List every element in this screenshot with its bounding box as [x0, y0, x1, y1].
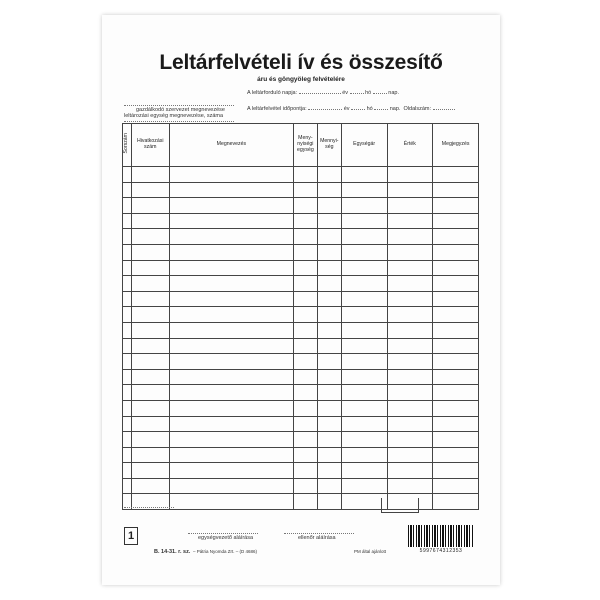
table-row	[123, 416, 479, 432]
table-cell[interactable]	[341, 307, 387, 323]
table-cell[interactable]	[169, 354, 293, 370]
table-cell[interactable]	[341, 213, 387, 229]
col-header-ertek: Érték	[387, 124, 433, 167]
table-header-row	[123, 124, 479, 167]
table-cell[interactable]	[341, 463, 387, 479]
table-cell[interactable]	[293, 198, 317, 214]
table-cell[interactable]	[293, 229, 317, 245]
table-cell[interactable]	[387, 229, 433, 245]
table-cell[interactable]	[387, 213, 433, 229]
table-cell[interactable]	[317, 198, 341, 214]
table-cell[interactable]	[433, 322, 479, 338]
table-cell[interactable]	[433, 198, 479, 214]
table-cell[interactable]	[341, 167, 387, 183]
table-cell[interactable]	[169, 307, 293, 323]
table-cell[interactable]	[123, 478, 132, 494]
table-cell[interactable]	[433, 478, 479, 494]
table-cell[interactable]	[123, 447, 132, 463]
table-row	[123, 322, 479, 338]
table-cell[interactable]	[387, 182, 433, 198]
table-row	[123, 447, 479, 463]
form-sheet	[102, 15, 500, 585]
col-header-hivatkozasi: Hivatkozási szám	[131, 124, 169, 167]
approved-note: PM által ajánlott	[354, 549, 387, 554]
table-cell[interactable]	[341, 354, 387, 370]
table-cell[interactable]	[387, 244, 433, 260]
form-subtitle: áru és göngyöleg felvételére	[257, 76, 345, 83]
table-cell[interactable]	[123, 260, 132, 276]
barcode-number: 5997674312353	[419, 548, 463, 554]
table-cell[interactable]	[131, 369, 169, 385]
table-cell[interactable]	[293, 416, 317, 432]
table-cell[interactable]	[123, 322, 132, 338]
table-cell[interactable]	[131, 307, 169, 323]
table-cell[interactable]	[123, 369, 132, 385]
table-cell[interactable]	[387, 167, 433, 183]
table-cell[interactable]	[433, 338, 479, 354]
table-cell[interactable]	[317, 291, 341, 307]
table-cell[interactable]	[293, 400, 317, 416]
table-cell[interactable]	[123, 244, 132, 260]
table-cell[interactable]	[293, 478, 317, 494]
table-cell[interactable]	[317, 260, 341, 276]
table-cell[interactable]	[341, 322, 387, 338]
table-cell[interactable]	[387, 322, 433, 338]
table-cell[interactable]	[387, 338, 433, 354]
table-row	[123, 213, 479, 229]
table-row	[123, 400, 479, 416]
table-cell[interactable]	[131, 167, 169, 183]
table-cell[interactable]	[341, 400, 387, 416]
table-cell[interactable]	[387, 369, 433, 385]
table-cell[interactable]	[433, 463, 479, 479]
table-cell[interactable]	[293, 182, 317, 198]
org-label: gazdálkodó szervezet megnevezése	[136, 107, 225, 113]
table-cell[interactable]	[317, 213, 341, 229]
org-line	[124, 105, 234, 106]
table-cell[interactable]	[317, 229, 341, 245]
table-cell[interactable]	[433, 291, 479, 307]
table-cell[interactable]	[433, 369, 479, 385]
table-cell[interactable]	[293, 322, 317, 338]
table-cell[interactable]	[123, 229, 132, 245]
table-cell[interactable]	[433, 354, 479, 370]
table-row	[123, 291, 479, 307]
col-header-mennyiseg: Mennyi-ség	[317, 124, 341, 167]
table-cell[interactable]	[169, 478, 293, 494]
table-cell[interactable]	[131, 182, 169, 198]
table-cell[interactable]	[433, 432, 479, 448]
table-cell[interactable]	[433, 213, 479, 229]
table-cell[interactable]	[169, 244, 293, 260]
table-cell[interactable]	[123, 167, 132, 183]
table-cell[interactable]	[131, 322, 169, 338]
table-cell[interactable]	[293, 291, 317, 307]
table-cell[interactable]	[317, 494, 341, 510]
table-cell[interactable]	[123, 338, 132, 354]
table-cell[interactable]	[131, 463, 169, 479]
table-row	[123, 432, 479, 448]
table-cell[interactable]	[169, 198, 293, 214]
table-cell[interactable]	[341, 198, 387, 214]
table-cell[interactable]	[433, 276, 479, 292]
table-cell[interactable]	[341, 244, 387, 260]
table-cell[interactable]	[169, 291, 293, 307]
table-cell[interactable]	[317, 338, 341, 354]
time-field: A leltárfelvétel időpontja: év hó nap. Oldalszám:	[247, 104, 455, 112]
table-cell[interactable]	[293, 276, 317, 292]
table-row	[123, 385, 479, 401]
table-cell[interactable]	[169, 432, 293, 448]
table-cell[interactable]	[433, 494, 479, 510]
table-cell[interactable]	[341, 229, 387, 245]
table-row	[123, 369, 479, 385]
table-cell[interactable]	[123, 276, 132, 292]
table-cell[interactable]	[131, 400, 169, 416]
table-cell[interactable]	[131, 291, 169, 307]
table-cell[interactable]	[317, 182, 341, 198]
table-cell[interactable]	[317, 307, 341, 323]
table-cell[interactable]	[293, 432, 317, 448]
table-cell[interactable]	[293, 447, 317, 463]
table-cell[interactable]	[433, 167, 479, 183]
table-cell[interactable]	[317, 354, 341, 370]
table-cell[interactable]	[317, 167, 341, 183]
table-cell[interactable]	[387, 291, 433, 307]
barcode	[408, 525, 474, 547]
table-cell[interactable]	[131, 260, 169, 276]
sig1-label: egységvezető aláírása	[198, 535, 254, 541]
table-cell[interactable]	[169, 322, 293, 338]
table-cell[interactable]	[131, 354, 169, 370]
table-cell[interactable]	[169, 229, 293, 245]
table-cell[interactable]	[293, 338, 317, 354]
table-cell[interactable]	[317, 416, 341, 432]
table-cell[interactable]	[317, 447, 341, 463]
table-cell[interactable]	[123, 354, 132, 370]
table-cell[interactable]	[123, 463, 132, 479]
table-cell[interactable]	[123, 198, 132, 214]
table-cell[interactable]	[433, 416, 479, 432]
table-cell[interactable]	[293, 369, 317, 385]
table-cell[interactable]	[131, 447, 169, 463]
table-cell[interactable]	[387, 276, 433, 292]
date-field: A leltárforduló napja: év hó nap.	[247, 90, 399, 96]
table-cell[interactable]	[387, 260, 433, 276]
table-cell[interactable]	[169, 167, 293, 183]
table-cell[interactable]	[387, 463, 433, 479]
table-cell[interactable]	[387, 416, 433, 432]
table-cell[interactable]	[317, 369, 341, 385]
table-cell[interactable]	[123, 213, 132, 229]
table-row	[123, 198, 479, 214]
table-cell[interactable]	[169, 400, 293, 416]
form-code: B. 14-31. r. sz.	[154, 549, 191, 555]
table-cell[interactable]	[433, 447, 479, 463]
table-cell[interactable]	[317, 400, 341, 416]
table-cell[interactable]	[293, 354, 317, 370]
table-cell[interactable]	[293, 213, 317, 229]
table-cell[interactable]	[169, 385, 293, 401]
col-header-megjegyzes: Megjegyzés	[433, 124, 479, 167]
table-cell[interactable]	[433, 244, 479, 260]
table-cell[interactable]	[123, 400, 132, 416]
table-cell[interactable]	[131, 338, 169, 354]
table-cell[interactable]	[293, 167, 317, 183]
table-cell[interactable]	[131, 432, 169, 448]
table-cell[interactable]	[433, 229, 479, 245]
inventory-table	[122, 123, 479, 498]
table-cell[interactable]	[169, 213, 293, 229]
table-cell[interactable]	[433, 260, 479, 276]
table-cell[interactable]	[433, 385, 479, 401]
unit-line	[124, 121, 234, 122]
table-cell[interactable]	[433, 307, 479, 323]
time-label: A leltárfelvétel időpontja:	[247, 106, 307, 112]
table-row	[123, 307, 479, 323]
table-cell[interactable]	[131, 478, 169, 494]
table-cell[interactable]	[169, 494, 293, 510]
col-header-egysegar: Egységár	[341, 124, 387, 167]
table-cell[interactable]	[387, 478, 433, 494]
table-cell[interactable]	[123, 416, 132, 432]
table-cell[interactable]	[169, 416, 293, 432]
form-title: Leltárfelvételi ív és összesítő	[159, 51, 443, 74]
date-label: A leltárforduló napja:	[247, 90, 298, 96]
table-cell[interactable]	[433, 400, 479, 416]
publisher: – Pátria Nyomda Zrt. – (D 4686)	[193, 549, 258, 554]
table-cell[interactable]	[123, 385, 132, 401]
unit-label: leltározási egység megnevezése, száma	[124, 113, 224, 119]
table-cell[interactable]	[317, 322, 341, 338]
table-cell[interactable]	[341, 291, 387, 307]
page-label: Oldalszám:	[403, 106, 432, 112]
table-cell[interactable]	[169, 260, 293, 276]
table-cell[interactable]	[387, 354, 433, 370]
table-cell[interactable]	[433, 182, 479, 198]
table-cell[interactable]	[341, 260, 387, 276]
table-row	[123, 338, 479, 354]
table-cell[interactable]	[131, 198, 169, 214]
col-header-sorszam: Sorszám	[123, 124, 132, 167]
table-cell[interactable]	[169, 369, 293, 385]
col-header-megnevezes: Megnevezés	[169, 124, 293, 167]
table-cell[interactable]	[293, 385, 317, 401]
table-cell[interactable]	[341, 385, 387, 401]
table-cell[interactable]	[317, 385, 341, 401]
table-cell[interactable]	[293, 244, 317, 260]
table-cell[interactable]	[131, 416, 169, 432]
table-cell[interactable]	[293, 307, 317, 323]
table-cell[interactable]	[123, 291, 132, 307]
total-value-box[interactable]	[381, 498, 419, 513]
table-cell[interactable]	[169, 338, 293, 354]
table-cell[interactable]	[387, 307, 433, 323]
table-cell[interactable]	[131, 213, 169, 229]
table-row	[123, 494, 479, 510]
table-row	[123, 276, 479, 292]
table-cell[interactable]	[341, 432, 387, 448]
table-cell[interactable]	[317, 463, 341, 479]
table-cell[interactable]	[169, 276, 293, 292]
table-cell[interactable]	[317, 478, 341, 494]
table-cell[interactable]	[131, 276, 169, 292]
table-cell[interactable]	[387, 447, 433, 463]
table-cell[interactable]	[341, 447, 387, 463]
table-row	[123, 229, 479, 245]
table-row	[123, 354, 479, 370]
table-cell[interactable]	[169, 182, 293, 198]
table-cell[interactable]	[131, 244, 169, 260]
table-cell[interactable]	[341, 338, 387, 354]
table-cell[interactable]	[317, 244, 341, 260]
page-number: 1	[124, 527, 138, 545]
table-cell[interactable]	[169, 447, 293, 463]
table-cell[interactable]	[131, 229, 169, 245]
table-cell[interactable]	[131, 385, 169, 401]
table-cell[interactable]	[341, 369, 387, 385]
col-header-mennyisegi-egyseg: Meny-nyiségi egység	[293, 124, 317, 167]
table-cell[interactable]	[169, 463, 293, 479]
table-cell[interactable]	[293, 260, 317, 276]
table-cell[interactable]	[123, 432, 132, 448]
table-cell[interactable]	[387, 385, 433, 401]
sig2-label: ellenőr aláírása	[298, 535, 336, 541]
table-cell[interactable]	[317, 432, 341, 448]
table-cell[interactable]	[123, 182, 132, 198]
table-cell[interactable]	[387, 198, 433, 214]
table-cell[interactable]	[341, 416, 387, 432]
table-cell[interactable]	[387, 432, 433, 448]
table-cell[interactable]	[293, 494, 317, 510]
table-cell[interactable]	[387, 400, 433, 416]
table-row	[123, 463, 479, 479]
table-row	[123, 260, 479, 276]
table-row	[123, 167, 479, 183]
table-cell[interactable]	[341, 478, 387, 494]
table-row	[123, 478, 479, 494]
table-cell[interactable]	[341, 276, 387, 292]
table-cell[interactable]	[317, 276, 341, 292]
table-row	[123, 182, 479, 198]
table-cell[interactable]	[341, 182, 387, 198]
table-row	[123, 244, 479, 260]
table-cell[interactable]	[293, 463, 317, 479]
table-cell[interactable]	[123, 307, 132, 323]
